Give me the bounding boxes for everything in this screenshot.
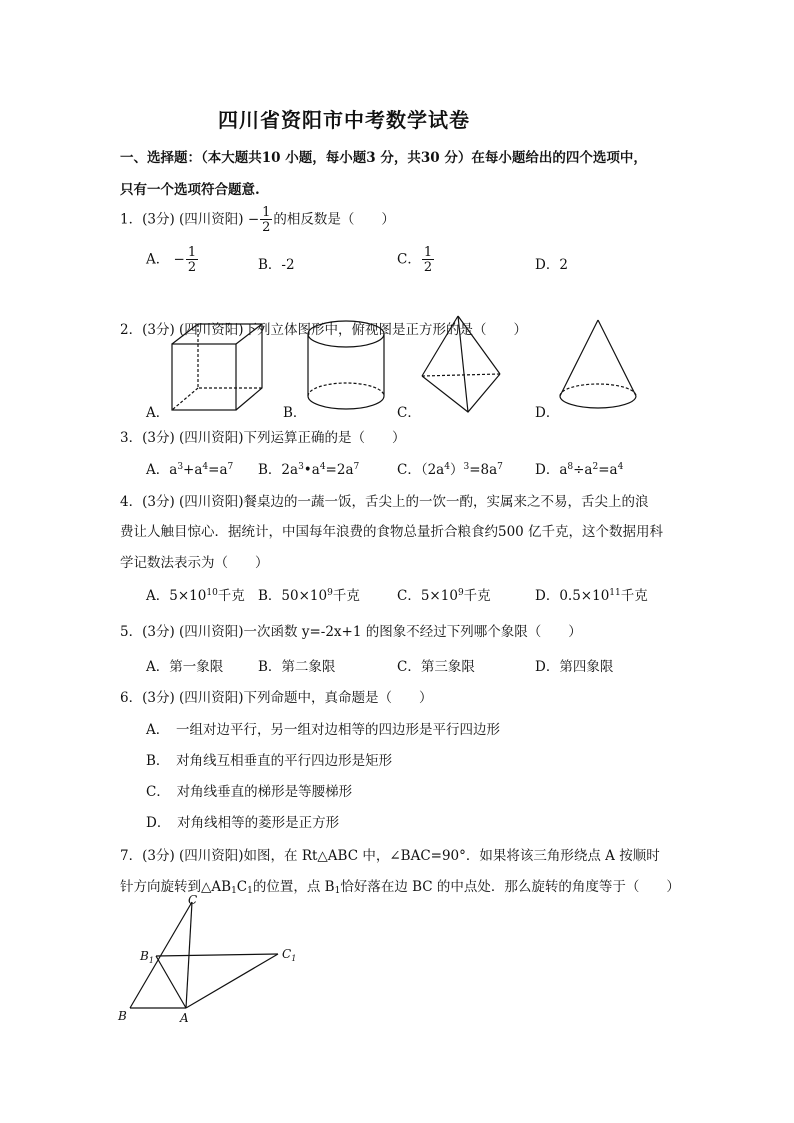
q4-a-unit: 千克	[217, 588, 245, 604]
q1-c-fraction	[422, 246, 434, 274]
q4-b-unit: 千克	[332, 588, 360, 604]
q3-option-c[interactable]	[397, 458, 503, 478]
q3-c-label: C．	[397, 462, 421, 478]
q6-option-b[interactable]: B． 对角线互相垂直的平行四边形是矩形	[146, 753, 393, 769]
q3-b-t3: =2a	[325, 462, 354, 478]
q3-d-t3: =a	[598, 462, 618, 478]
pyramid-base-front	[422, 374, 500, 412]
q3-a-e2: 4	[202, 462, 209, 472]
cube-figure	[168, 320, 268, 416]
q1-a-sign: −	[173, 251, 185, 268]
q3-c-e3: 7	[497, 462, 503, 472]
q4-b-label: B．	[258, 588, 282, 604]
question-1	[120, 206, 395, 234]
cube-top-edge	[236, 324, 262, 344]
label-C1	[282, 947, 296, 963]
cylinder-figure	[304, 318, 388, 416]
q1-option-d[interactable]: D．2	[535, 257, 568, 273]
cube-front-face	[172, 344, 236, 410]
label-C1-sub: 1	[291, 954, 297, 963]
q3-c-t2: ）	[449, 462, 464, 478]
q3-d-t1: a	[559, 462, 568, 478]
question-4-cont: 费让人触目惊心．据统计，中国每年浪费的食物总量折合粮食约500 亿千克，这个数据用科	[120, 524, 664, 540]
q1-a-num: 1	[187, 245, 197, 260]
q3-d-e3: 4	[617, 462, 624, 472]
page-title: 四川省资阳市中考数学试卷	[218, 108, 470, 132]
q6-option-d[interactable]: D． 对角线相等的菱形是正方形	[146, 815, 340, 831]
q3-a-e1: 3	[177, 462, 184, 472]
question-7: 7．(3分) (四川资阳)如图，在 Rt△ABC 中，∠BAC=90°．如果将该三角形绕点 A 按顺时	[120, 848, 660, 864]
q4-c-base: 5×10	[420, 588, 458, 604]
q4-b-base: 50×10	[281, 588, 328, 604]
q4-d-unit: 千克	[620, 588, 648, 604]
q1-c-label: C．	[397, 251, 421, 268]
question-2: 2．(3分) (四川资阳)下列立体图形中，俯视图是正方形的是（ ）	[120, 322, 528, 338]
q3-d-e1: 8	[567, 462, 574, 472]
q4-option-a[interactable]	[146, 584, 245, 604]
label-C: C	[188, 893, 198, 907]
q2-option-c[interactable]: C．	[397, 405, 421, 421]
q4-d-base: 0.5×10	[559, 588, 610, 604]
cube-hidden-edges	[198, 324, 262, 388]
q7-text-c: 的位置，点 B	[252, 879, 335, 895]
question-4-cont2: 学记数法表示为（ ）	[120, 555, 269, 571]
q3-a-t1: a	[169, 462, 178, 478]
q4-d-exp: 11	[609, 588, 621, 598]
q7-text-a: 针方向旋转到△AB	[120, 879, 232, 895]
question-6: 6．(3分) (四川资阳)下列命题中，真命题是（ ）	[120, 690, 433, 706]
q3-b-e2: 4	[319, 462, 326, 472]
pyramid-figure	[418, 314, 504, 416]
label-A: A	[180, 1011, 189, 1025]
q1-stem-post: 的相反数是（ ）	[273, 211, 395, 228]
q1-c-num: 1	[423, 245, 433, 260]
question-4: 4．(3分) (四川资阳)餐桌边的一蔬一饭，舌尖上的一饮一酌，实属来之不易，舌尖上的浪	[120, 494, 649, 510]
section-heading: 一、选择题：（本大题共10 小题，每小题3 分，共30 分）在每小题给出的四个选项中，	[120, 150, 647, 166]
q1-frac-den: 2	[262, 220, 271, 235]
q7-sub-2: 1	[247, 886, 253, 896]
q1-option-b[interactable]: B．-2	[258, 257, 295, 273]
q4-a-exp: 10	[206, 588, 218, 598]
q2-option-b[interactable]: B．	[283, 405, 307, 421]
q4-a-label: A．	[146, 588, 170, 604]
q4-option-c[interactable]	[397, 584, 491, 604]
q7-text-b: C	[236, 879, 248, 895]
cylinder-top	[308, 321, 384, 347]
q4-option-b[interactable]	[258, 584, 360, 604]
rotation-triangle-figure	[110, 892, 310, 1028]
q3-d-label: D．	[535, 462, 560, 478]
question-3: 3．(3分) (四川资阳)下列运算正确的是（ ）	[120, 430, 406, 446]
q3-option-b[interactable]	[258, 458, 359, 478]
q1-stem-pre: 1．(3分) (四川资阳) −	[120, 211, 260, 228]
q3-c-e2: 3	[463, 462, 470, 472]
q3-c-t1: （2a	[420, 462, 445, 478]
q5-option-b[interactable]: B．第二象限	[258, 659, 336, 675]
q5-option-d[interactable]: D．第四象限	[535, 659, 614, 675]
label-B1-sub: 1	[148, 956, 154, 965]
q3-b-t1: 2a	[281, 462, 299, 478]
segment-B1C1	[156, 954, 278, 956]
cube-hidden-diag	[172, 388, 198, 410]
q1-option-a[interactable]	[146, 246, 199, 274]
cylinder-bottom-back	[308, 383, 384, 396]
q3-a-e3: 7	[227, 462, 234, 472]
pyramid-base-hidden	[422, 374, 500, 376]
label-B1	[139, 949, 154, 965]
q3-c-e1: 4	[444, 462, 450, 472]
q6-option-a[interactable]: A． 一组对边平行，另一组对边相等的四边形是平行四边形	[146, 722, 500, 738]
q1-c-den: 2	[423, 260, 433, 275]
segment-AC1	[186, 954, 278, 1008]
q4-b-exp: 9	[327, 588, 333, 598]
q5-option-a[interactable]: A．第一象限	[146, 659, 224, 675]
q5-option-c[interactable]: C．第三象限	[397, 659, 475, 675]
q3-c-t3: =8a	[469, 462, 498, 478]
q7-sub-3: 1	[334, 886, 341, 896]
cube-back-edges	[172, 324, 262, 410]
q3-b-t2: •a	[303, 462, 320, 478]
label-B1-letter: B	[140, 949, 149, 963]
q3-d-e2: 2	[592, 462, 599, 472]
label-B: B	[118, 1009, 127, 1023]
q3-d-t2: ÷a	[573, 462, 593, 478]
q3-option-d[interactable]	[535, 458, 623, 478]
pyramid-edge-front	[458, 316, 468, 412]
cone-figure	[556, 318, 642, 414]
q7-sub-1: 1	[231, 886, 237, 896]
q3-b-label: B．	[258, 462, 282, 478]
pyramid-edge-right	[458, 316, 500, 374]
q2-option-a[interactable]: A．	[146, 405, 170, 421]
cone-base-front	[560, 396, 636, 408]
q3-a-t3: =a	[208, 462, 228, 478]
q4-c-unit: 千克	[463, 588, 491, 604]
question-5: 5．(3分) (四川资阳)一次函数 y=-2x+1 的图象不经过下列哪个象限（ ）	[120, 624, 582, 640]
q1-a-den: 2	[187, 260, 197, 275]
cone-base-back	[560, 384, 636, 396]
q7-text-d: 恰好落在边 BC 的中点处．那么旋转的角度等于（ ）	[340, 879, 680, 895]
q3-b-e1: 3	[298, 462, 304, 472]
q4-a-base: 5×10	[169, 588, 207, 604]
q4-option-d[interactable]	[535, 584, 648, 604]
q1-option-c[interactable]	[397, 246, 435, 274]
q1-a-label: A．	[146, 251, 170, 268]
q4-c-label: C．	[397, 588, 421, 604]
q1-fraction	[260, 206, 272, 234]
q3-a-t2: +a	[183, 462, 203, 478]
cylinder-bottom-front	[308, 396, 384, 409]
q3-a-label: A．	[146, 462, 170, 478]
q4-c-exp: 9	[457, 588, 464, 598]
pyramid-edge-left	[422, 316, 458, 376]
q1-a-fraction	[186, 246, 198, 274]
segment-B1A	[156, 956, 186, 1008]
q1-frac-num: 1	[262, 205, 271, 220]
q2-option-d[interactable]: D．	[535, 405, 560, 421]
q3-option-a[interactable]	[146, 458, 233, 478]
q4-d-label: D．	[535, 588, 560, 604]
q6-option-c[interactable]: C． 对角线垂直的梯形是等腰梯形	[146, 784, 353, 800]
section-heading-cont: 只有一个选项符合题意.	[120, 182, 260, 198]
q3-b-e3: 7	[353, 462, 360, 472]
label-C1-letter: C	[282, 947, 292, 961]
